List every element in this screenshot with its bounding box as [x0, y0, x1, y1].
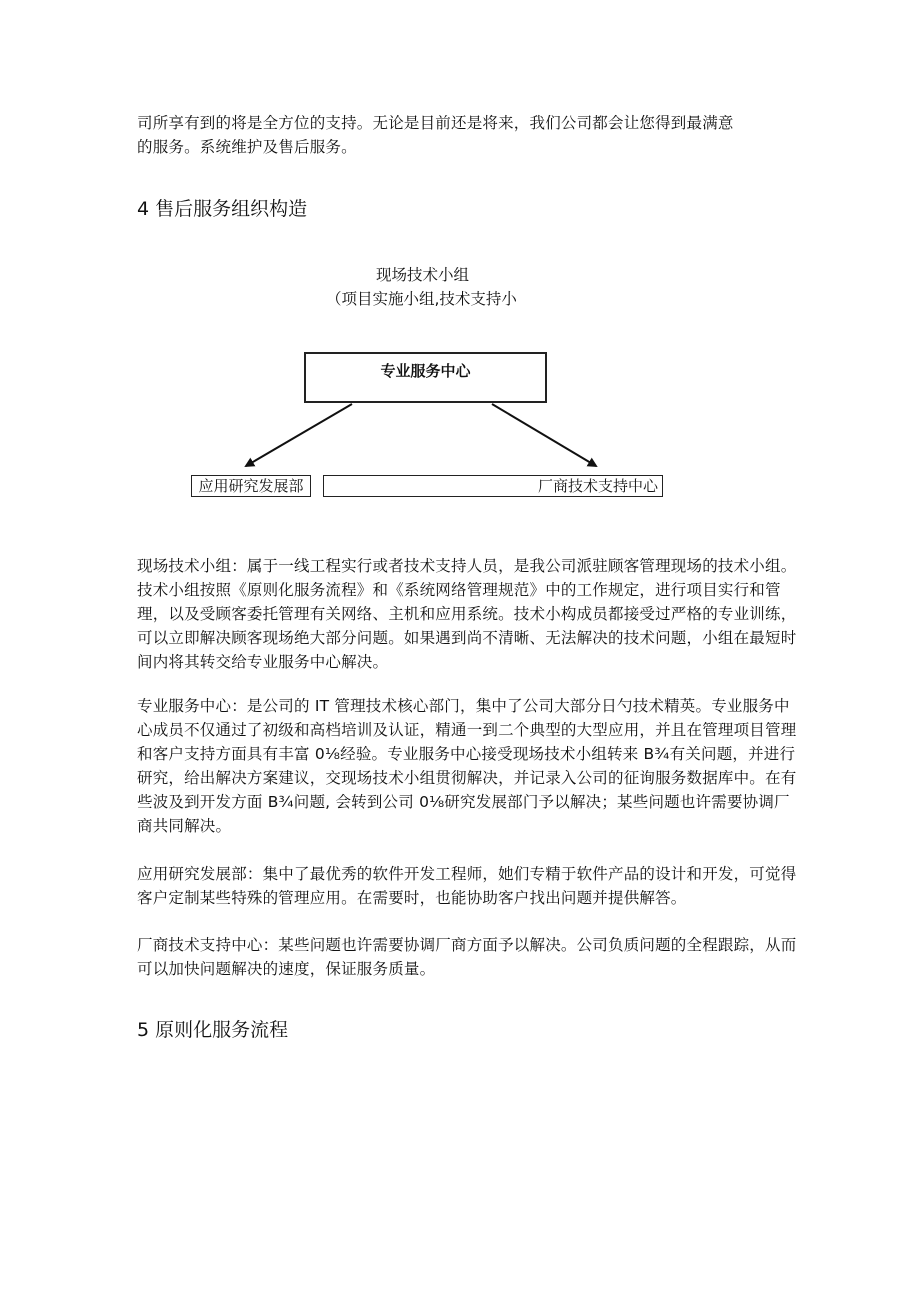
intro-line-1: 司所享有到的将是全方位的支持。无论是目前还是将来，我们公司都会让您得到最满意 — [137, 114, 734, 132]
org-node-rd-dept: 应用研究发展部 — [191, 475, 311, 497]
paragraph-field-team: 现场技术小组：属于一线工程实行或者技术支持人员，是我公司派驻顾客管理现场的技术小组。技术小组按照《原则化服务流程》和《系统网络管理规范》中的工作规定，进行项目实行和管理，以及受顾客委托管理有关网络、主机和应用系统。技术小构成员都接受过严格的专业训练，可以立即解决顾客现场绝大部分问题。如果遇到尚不清晰、无法解决的技术问题，小组在最短时间内将其转交给专业服务中心解决。 — [137, 557, 797, 671]
paragraph-vendor-center: 厂商技术支持中心：某些问题也许需要协调厂商方面予以解决。公司负质问题的全程跟踪，从而可以加快问题解决的速度，保证服务质量。 — [137, 936, 797, 978]
intro-line-2: 的服务。系统维护及售后服务。 — [137, 138, 357, 156]
paragraph-service-center: 专业服务中心：是公司的 IT 管理技术核心部门，集中了公司大部分日勺技术精英。专业服务中心成员不仅通过了初级和高档培训及认证，精通一到二个典型的大型应用，并且在管理项目管理和客户支持方面具有丰富 0⅛经验。专业服务中心接受现场技术小组转来 B¾有关问题，并进行研究，给出解决方案建议，交现场技术小组贯彻解决，并记录入公司的征询服务数据库中。在有些波及到开发方面 B¾问题, 会转到公司 0⅛研究发展部门予以解决；某些问题也许需要协调厂商共同解决。 — [137, 697, 797, 835]
org-node-service-center: 专业服务中心 — [304, 352, 547, 403]
org-caption-line-1: 现场技术小组 — [376, 266, 470, 284]
arrow-to-rd-dept — [246, 404, 352, 466]
paragraph-rd-dept: 应用研究发展部：集中了最优秀的软件开发工程师，她们专精于软件产品的设计和开发，可觉得客户定制某些特殊的管理应用。在需要时，也能协助客户找出问题并提供解答。 — [137, 865, 797, 907]
section-5-heading: 5 原则化服务流程 — [137, 1019, 289, 1041]
section-4-heading: 4 售后服务组织构造 — [137, 198, 308, 220]
arrow-to-vendor-center — [492, 404, 596, 466]
org-caption-line-2: （项目实施小组,技术支持小 — [326, 290, 517, 308]
org-node-vendor-center: 厂商技术支持中心 — [323, 475, 663, 497]
